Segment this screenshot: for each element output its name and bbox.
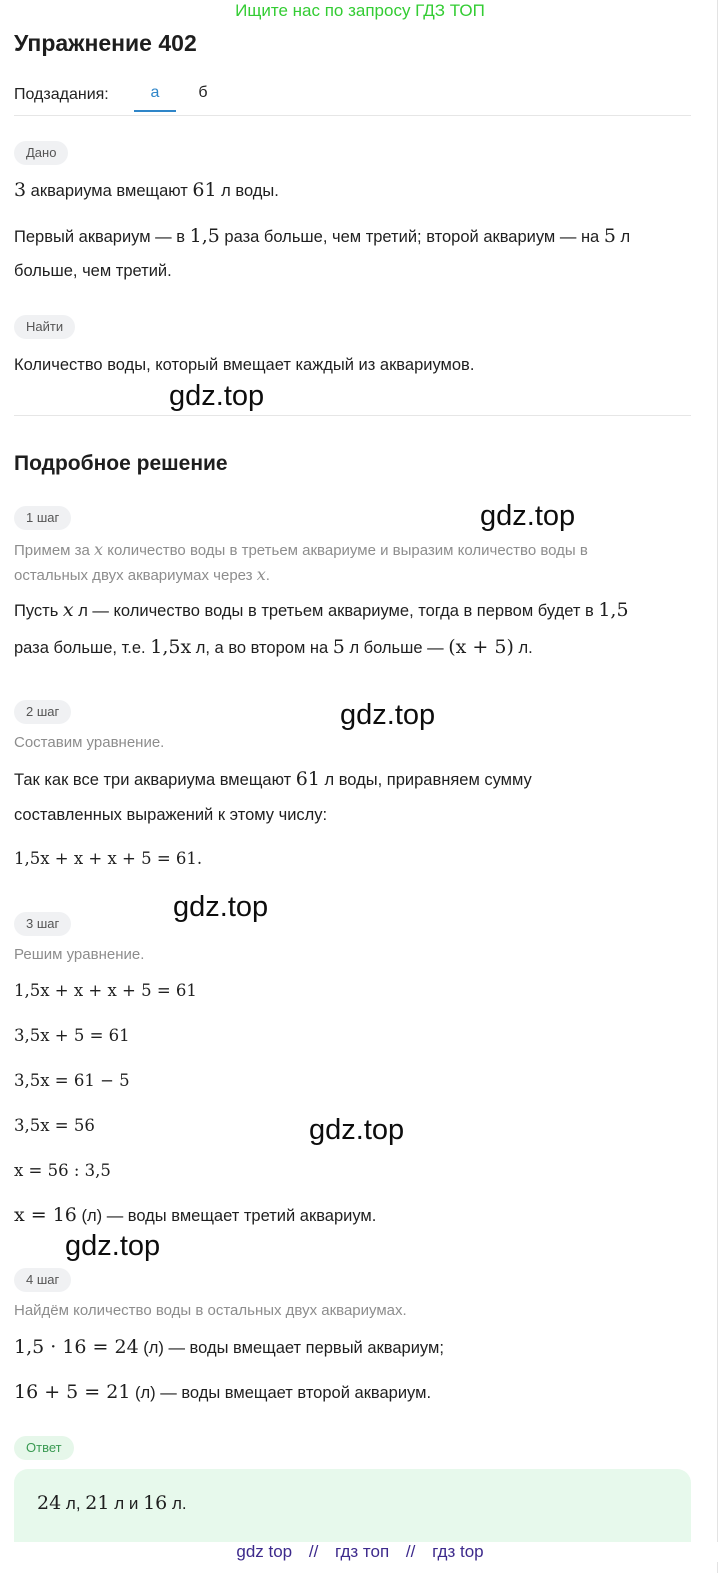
step-1-line-1: Пусть x л — количество воды в третьем аквариуме, тогда в первом будет в 1,5 <box>14 599 629 621</box>
watermark: gdz.top <box>480 500 576 532</box>
step-3-result: x = 16 (л) — воды вмещает третий аквариум. <box>14 1204 377 1226</box>
answer-text: 24 л, 21 л и 16 л. <box>37 1492 187 1514</box>
step-4-line-1: 1,5 · 16 = 24 (л) — воды вмещает первый аквариум; <box>14 1336 444 1358</box>
watermark: gdz.top <box>169 380 265 412</box>
step-2-line-1: Так как все три аквариума вмещают 61 л воды, приравняем сумму <box>14 768 532 790</box>
step-4-line-2: 16 + 5 = 21 (л) — воды вмещает второй аквариум. <box>14 1381 432 1403</box>
step-3-badge: 3 шаг <box>14 912 71 936</box>
step-2-equation: 1,5x + x + x + 5 = 61. <box>14 849 203 868</box>
search-banner: Ищите нас по запросу ГДЗ ТОП <box>235 1 485 20</box>
step-2-line-2: составленных выражений к этому числу: <box>14 806 328 824</box>
tab-subtask-a[interactable]: а <box>134 84 176 112</box>
step-2-hint: Составим уравнение. <box>14 734 165 751</box>
step-3-eq-4: 3,5x = 56 <box>14 1116 95 1135</box>
step-4-badge: 4 шаг <box>14 1268 71 1292</box>
step-1-hint: Примем за x количество воды в третьем аквариуме и выразим количество воды в остальных двух аквариумах через x. <box>14 540 588 584</box>
footer-link[interactable]: гдз топ <box>335 1542 390 1561</box>
given-line-2: Первый аквариум — в 1,5 раза больше, чем третий; второй аквариум — на 5 л <box>14 225 631 247</box>
watermark: gdz.top <box>309 1114 405 1146</box>
watermark: gdz.top <box>65 1230 161 1262</box>
step-3-eq-5: x = 56 : 3,5 <box>14 1161 111 1180</box>
footer-link[interactable]: gdz top <box>236 1542 293 1561</box>
subtasks-label: Подзадания: <box>14 86 109 103</box>
step-1-line-2: раза больше, т.е. 1,5x л, а во втором на 5 л больше — (x + 5) л. <box>14 636 533 658</box>
page-right-border <box>717 0 718 1573</box>
watermark: gdz.top <box>173 891 269 923</box>
tab-subtask-b[interactable]: б <box>198 84 208 101</box>
page-title: Упражнение 402 <box>14 30 197 56</box>
footer-link[interactable]: гдз top <box>432 1542 484 1561</box>
answer-badge: Ответ <box>14 1436 74 1460</box>
step-3-eq-1: 1,5x + x + x + 5 = 61 <box>14 981 197 1000</box>
step-2-badge: 2 шаг <box>14 700 71 724</box>
footer-separator: // <box>308 1542 319 1561</box>
given-badge: Дано <box>14 141 68 165</box>
step-3-hint: Решим уравнение. <box>14 946 145 963</box>
given-line-1: 3 аквариума вмещают 61 л воды. <box>14 179 279 201</box>
given-line-3: больше, чем третий. <box>14 262 172 280</box>
footer-links <box>0 1542 720 1562</box>
step-3-eq-2: 3,5x + 5 = 61 <box>14 1026 130 1045</box>
find-badge: Найти <box>14 315 75 339</box>
divider <box>14 115 691 116</box>
divider <box>14 415 691 416</box>
step-4-hint: Найдём количество воды в остальных двух аквариумах. <box>14 1302 407 1319</box>
watermark: gdz.top <box>340 699 436 731</box>
solution-heading: Подробное решение <box>14 452 228 475</box>
step-1-badge: 1 шаг <box>14 506 71 530</box>
find-text: Количество воды, который вмещает каждый из аквариумов. <box>14 356 475 374</box>
step-3-eq-3: 3,5x = 61 − 5 <box>14 1071 130 1090</box>
footer-separator: // <box>405 1542 416 1561</box>
